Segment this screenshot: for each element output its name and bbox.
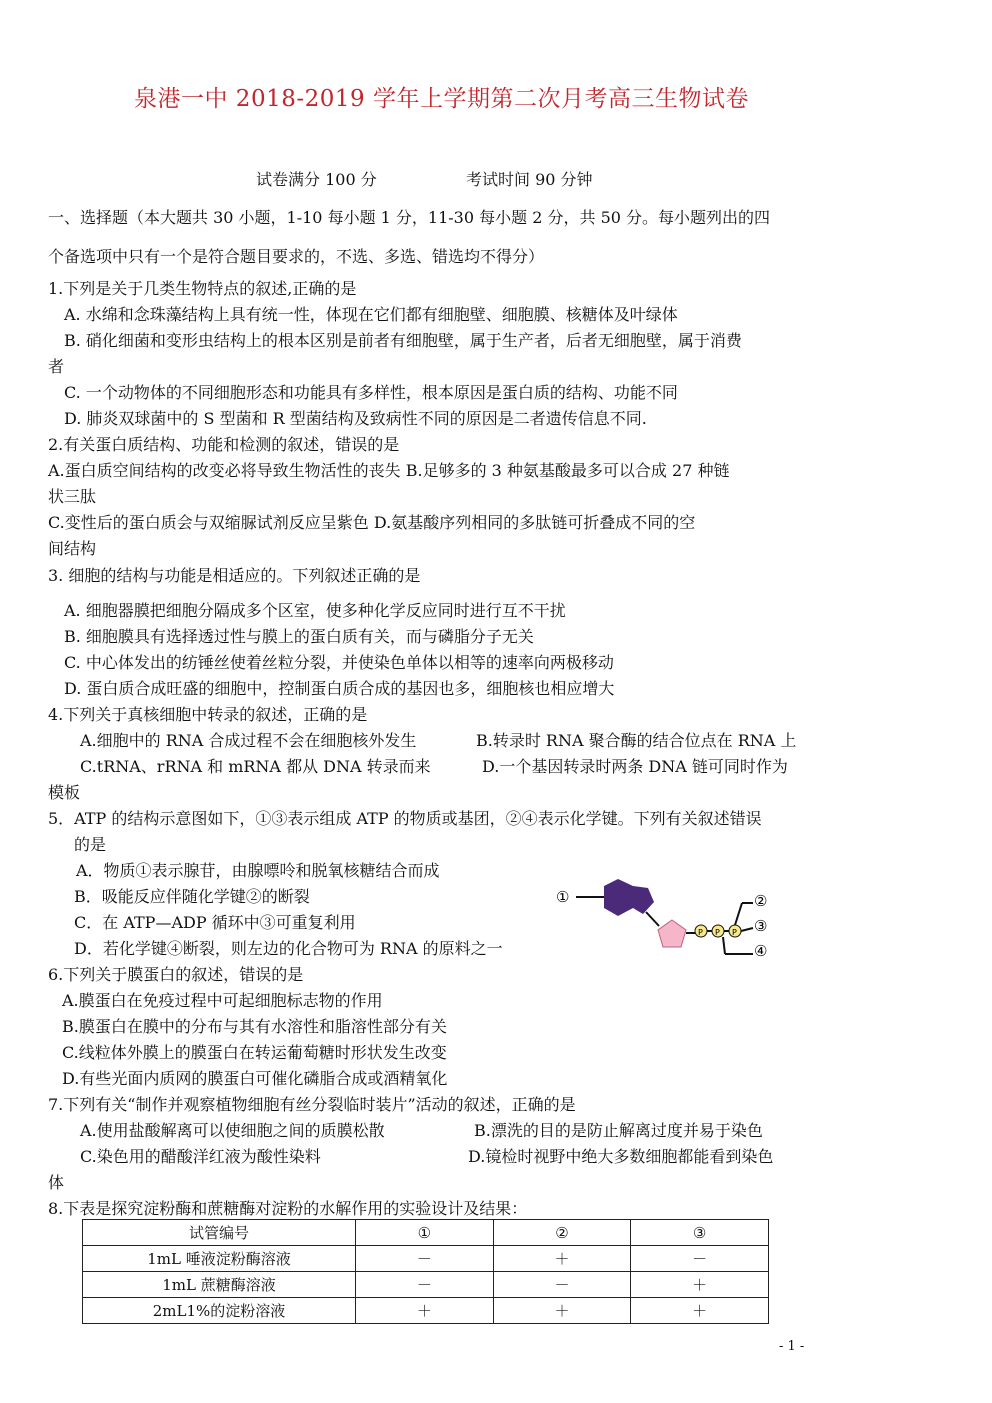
q7-option-b: B.漂洗的目的是防止解离过度并易于染色 — [474, 1121, 763, 1140]
q1-option-b-cont: 者 — [48, 357, 65, 376]
q7-option-d: D.镜检时视野中绝大多数细胞都能看到染色 — [468, 1147, 774, 1166]
q6-stem: 6.下列关于膜蛋白的叙述，错误的是 — [48, 965, 304, 984]
ribose-sugar-icon — [658, 920, 686, 947]
section-heading-line1: 一、选择题（本大题共 30 小题，1-10 每小题 1 分，11-30 每小题 2 分，共 50 分。每小题列出的四 — [48, 208, 771, 227]
q6-option-d: D.有些光面内质网的膜蛋白可催化磷脂合成或酒精氧化 — [62, 1069, 448, 1088]
q3-stem: 3. 细胞的结构与功能是相适应的。下列叙述正确的是 — [48, 566, 421, 585]
q3-option-a: A. 细胞器膜把细胞分隔成多个区室，使多种化学反应同时进行互不干扰 — [64, 601, 566, 620]
q1-stem: 1.下列是关于几类生物特点的叙述,正确的是 — [48, 279, 357, 298]
q7-option-d-cont: 体 — [48, 1173, 65, 1192]
q1-option-a: A. 水绵和念珠藻结构上具有统一性，体现在它们都有细胞壁、细胞膜、核糖体及叶绿体 — [64, 305, 678, 324]
table-cell: － — [493, 1272, 631, 1298]
q7-option-a: A.使用盐酸解离可以使细胞之间的质膜松散 — [80, 1121, 385, 1140]
table-cell: ＋ — [493, 1298, 631, 1324]
table-cell: ＋ — [356, 1298, 494, 1324]
table-cell: ＋ — [631, 1298, 769, 1324]
bond-2-line — [735, 903, 742, 925]
q6-option-c: C.线粒体外膜上的膜蛋白在转运葡萄糖时形状发生改变 — [62, 1043, 447, 1062]
table-header-cell: ① — [356, 1220, 494, 1246]
atp-label-2: ② — [754, 892, 768, 910]
bond-3-line — [741, 928, 753, 931]
q6-option-b: B.膜蛋白在膜中的分布与其有水溶性和脂溶性部分有关 — [62, 1017, 447, 1036]
table-cell: 1mL 唾液淀粉酶溶液 — [83, 1246, 356, 1272]
table-header-row — [83, 1220, 769, 1246]
adenine-ring-icon — [633, 886, 654, 914]
q4-option-d: D.一个基因转录时两条 DNA 链可同时作为 — [482, 757, 788, 776]
q5-option-b: B．吸能反应伴随化学键②的断裂 — [74, 887, 310, 906]
atp-label-3: ③ — [754, 917, 768, 935]
table-cell: 2mL1%的淀粉溶液 — [83, 1298, 356, 1324]
q4-option-b: B.转录时 RNA 聚合酶的结合位点在 RNA 上 — [476, 731, 797, 750]
atp-structure-diagram — [548, 870, 778, 962]
q4-option-d-cont: 模板 — [48, 783, 81, 802]
exam-time: 考试时间 90 分钟 — [466, 170, 593, 189]
q6-option-a: A.膜蛋白在免疫过程中可起细胞标志物的作用 — [62, 991, 383, 1010]
q3-option-c: C. 中心体发出的纺锤丝使着丝粒分裂，并使染色单体以相等的速率向两极移动 — [64, 653, 614, 672]
q4-option-c: C.tRNA、rRNA 和 mRNA 都从 DNA 转录而来 — [80, 757, 431, 776]
base-sugar-bond — [646, 912, 659, 926]
full-score: 试卷满分 100 分 — [256, 170, 377, 189]
table-row — [83, 1272, 769, 1298]
table-cell: ＋ — [631, 1272, 769, 1298]
table-row — [83, 1298, 769, 1324]
table-cell: － — [356, 1272, 494, 1298]
table-header-cell: ③ — [631, 1220, 769, 1246]
page-title: 泉港一中 2018-2019 学年上学期第二次月考高三生物试卷 — [134, 86, 749, 112]
q2-stem: 2.有关蛋白质结构、功能和检测的叙述，错误的是 — [48, 435, 400, 454]
q1-option-d: D. 肺炎双球菌中的 S 型菌和 R 型菌结构及致病性不同的原因是二者遗传信息不同. — [64, 409, 647, 428]
section-heading-line2: 个备选项中只有一个是符合题目要求的，不选、多选、错选均不得分） — [48, 247, 545, 266]
q4-option-a: A.细胞中的 RNA 合成过程不会在细胞核外发生 — [80, 731, 417, 750]
phosphate-1-label: P — [698, 928, 703, 937]
q5-option-d: D．若化学键④断裂，则左边的化合物可为 RNA 的原料之一 — [74, 939, 503, 958]
table-cell: － — [631, 1246, 769, 1272]
table-header-cell: 试管编号 — [83, 1220, 356, 1246]
q5-option-c: C．在 ATP—ADP 循环中③可重复利用 — [74, 913, 356, 932]
q2-options-ab-cont: 状三肽 — [48, 487, 97, 506]
q7-stem: 7.下列有关“制作并观察植物细胞有丝分裂临时装片”活动的叙述，正确的是 — [48, 1095, 576, 1114]
table-cell: － — [356, 1246, 494, 1272]
phosphate-2-label: P — [715, 928, 720, 937]
q2-options-cd: C.变性后的蛋白质会与双缩脲试剂反应呈紫色 D.氨基酸序列相同的多肽链可折叠成不同的空 — [48, 513, 696, 532]
q1-option-c: C. 一个动物体的不同细胞形态和功能具有多样性，根本原因是蛋白质的结构、功能不同 — [64, 383, 678, 402]
q5-stem-cont: 的是 — [74, 835, 107, 854]
table-cell: ＋ — [493, 1246, 631, 1272]
phosphate-3-label: P — [732, 928, 737, 937]
q1-option-b: B. 硝化细菌和变形虫结构上的根本区别是前者有细胞壁，属于生产者，后者无细胞壁，属于消费 — [64, 331, 742, 350]
adenine-base-icon — [604, 879, 633, 916]
table-header-cell: ② — [493, 1220, 631, 1246]
q8-results-table — [82, 1219, 769, 1324]
table-cell: 1mL 蔗糖酶溶液 — [83, 1272, 356, 1298]
q7-option-c: C.染色用的醋酸洋红液为酸性染料 — [80, 1147, 321, 1166]
q3-option-b: B. 细胞膜具有选择透过性与膜上的蛋白质有关，而与磷脂分子无关 — [64, 627, 534, 646]
atp-label-1: ① — [556, 888, 570, 906]
q5-option-a: A．物质①表示腺苷，由腺嘌呤和脱氧核糖结合而成 — [76, 861, 440, 880]
table-row — [83, 1246, 769, 1272]
page-number: - 1 - — [779, 1339, 805, 1354]
atp-label-4: ④ — [754, 942, 768, 960]
q2-options-ab: A.蛋白质空间结构的改变必将导致生物活性的丧失 B.足够多的 3 种氨基酸最多可以合成 27 种链 — [48, 461, 730, 480]
bond-4-line — [723, 937, 725, 954]
q5-stem: 5．ATP 的结构示意图如下，①③表示组成 ATP 的物质或基团，②④表示化学键。下列有关叙述错误 — [48, 809, 762, 828]
q4-stem: 4.下列关于真核细胞中转录的叙述，正确的是 — [48, 705, 368, 724]
q8-stem: 8.下表是探究淀粉酶和蔗糖酶对淀粉的水解作用的实验设计及结果： — [48, 1199, 528, 1218]
q3-option-d: D. 蛋白质合成旺盛的细胞中，控制蛋白质合成的基因也多，细胞核也相应增大 — [64, 679, 615, 698]
q2-options-cd-cont: 间结构 — [48, 539, 97, 558]
